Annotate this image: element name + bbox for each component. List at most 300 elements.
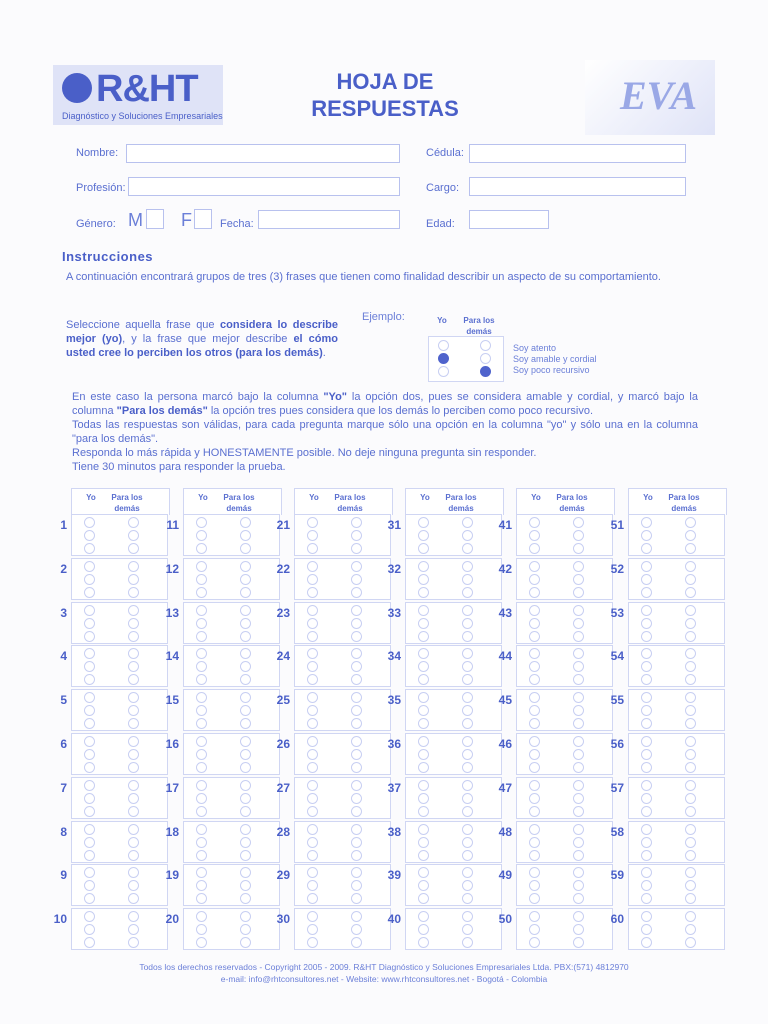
answer-bubble-demas[interactable] xyxy=(128,867,139,878)
answer-bubble-yo[interactable] xyxy=(196,837,207,848)
answer-bubble-yo[interactable] xyxy=(418,574,429,585)
answer-bubble-demas[interactable] xyxy=(351,605,362,616)
answer-bubble-yo[interactable] xyxy=(418,924,429,935)
answer-bubble-demas[interactable] xyxy=(573,880,584,891)
answer-bubble-demas[interactable] xyxy=(685,911,696,922)
answer-bubble-demas[interactable] xyxy=(240,837,251,848)
answer-bubble-demas[interactable] xyxy=(573,618,584,629)
answer-bubble-demas[interactable] xyxy=(351,631,362,642)
answer-bubble-demas[interactable] xyxy=(240,893,251,904)
answer-bubble-demas[interactable] xyxy=(128,837,139,848)
answer-bubble-demas[interactable] xyxy=(573,530,584,541)
answer-bubble-yo[interactable] xyxy=(196,718,207,729)
answer-bubble-demas[interactable] xyxy=(573,705,584,716)
answer-bubble-demas[interactable] xyxy=(573,867,584,878)
answer-bubble-demas[interactable] xyxy=(351,574,362,585)
answer-bubble-demas[interactable] xyxy=(240,806,251,817)
answer-bubble-demas[interactable] xyxy=(685,937,696,948)
answer-bubble-demas[interactable] xyxy=(462,587,473,598)
answer-bubble-yo[interactable] xyxy=(418,911,429,922)
answer-bubble-demas[interactable] xyxy=(128,517,139,528)
answer-bubble-yo[interactable] xyxy=(529,543,540,554)
answer-bubble-yo[interactable] xyxy=(418,561,429,572)
answer-bubble-demas[interactable] xyxy=(573,574,584,585)
answer-bubble-demas[interactable] xyxy=(128,893,139,904)
answer-bubble-demas[interactable] xyxy=(128,543,139,554)
answer-bubble-yo[interactable] xyxy=(307,937,318,948)
answer-bubble-demas[interactable] xyxy=(573,850,584,861)
answer-bubble-yo[interactable] xyxy=(418,780,429,791)
answer-bubble-demas[interactable] xyxy=(351,661,362,672)
answer-bubble-demas[interactable] xyxy=(240,780,251,791)
answer-bubble-demas[interactable] xyxy=(685,618,696,629)
answer-bubble-yo[interactable] xyxy=(196,867,207,878)
answer-bubble-yo[interactable] xyxy=(529,587,540,598)
answer-bubble-demas[interactable] xyxy=(685,749,696,760)
answer-bubble-demas[interactable] xyxy=(685,806,696,817)
cedula-field[interactable] xyxy=(469,144,686,163)
answer-bubble-yo[interactable] xyxy=(196,806,207,817)
answer-bubble-demas[interactable] xyxy=(462,824,473,835)
answer-bubble-yo[interactable] xyxy=(196,587,207,598)
answer-bubble-yo[interactable] xyxy=(418,824,429,835)
answer-bubble-yo[interactable] xyxy=(418,674,429,685)
answer-bubble-demas[interactable] xyxy=(462,806,473,817)
answer-bubble-yo[interactable] xyxy=(196,543,207,554)
answer-bubble-yo[interactable] xyxy=(84,561,95,572)
answer-bubble-demas[interactable] xyxy=(462,893,473,904)
answer-bubble-yo[interactable] xyxy=(529,605,540,616)
answer-bubble-yo[interactable] xyxy=(418,893,429,904)
answer-bubble-yo[interactable] xyxy=(529,749,540,760)
answer-bubble-demas[interactable] xyxy=(462,631,473,642)
answer-bubble-yo[interactable] xyxy=(84,530,95,541)
answer-bubble-demas[interactable] xyxy=(351,780,362,791)
answer-bubble-yo[interactable] xyxy=(307,561,318,572)
answer-bubble-demas[interactable] xyxy=(573,911,584,922)
answer-bubble-demas[interactable] xyxy=(573,674,584,685)
answer-bubble-demas[interactable] xyxy=(240,824,251,835)
answer-bubble-demas[interactable] xyxy=(573,749,584,760)
answer-bubble-demas[interactable] xyxy=(128,793,139,804)
answer-bubble-yo[interactable] xyxy=(641,850,652,861)
answer-bubble-demas[interactable] xyxy=(351,674,362,685)
answer-bubble-yo[interactable] xyxy=(418,530,429,541)
answer-bubble-yo[interactable] xyxy=(529,880,540,891)
answer-bubble-yo[interactable] xyxy=(418,587,429,598)
answer-bubble-demas[interactable] xyxy=(462,605,473,616)
answer-bubble-yo[interactable] xyxy=(196,574,207,585)
answer-bubble-demas[interactable] xyxy=(240,674,251,685)
answer-bubble-demas[interactable] xyxy=(685,762,696,773)
answer-bubble-demas[interactable] xyxy=(128,631,139,642)
answer-bubble-demas[interactable] xyxy=(685,648,696,659)
answer-bubble-demas[interactable] xyxy=(351,893,362,904)
answer-bubble-demas[interactable] xyxy=(685,674,696,685)
genero-f-checkbox[interactable] xyxy=(194,209,212,229)
answer-bubble-yo[interactable] xyxy=(84,587,95,598)
answer-bubble-demas[interactable] xyxy=(462,749,473,760)
answer-bubble-demas[interactable] xyxy=(240,692,251,703)
answer-bubble-demas[interactable] xyxy=(573,561,584,572)
answer-bubble-demas[interactable] xyxy=(240,937,251,948)
answer-bubble-yo[interactable] xyxy=(529,893,540,904)
answer-bubble-demas[interactable] xyxy=(573,762,584,773)
answer-bubble-demas[interactable] xyxy=(351,736,362,747)
answer-bubble-demas[interactable] xyxy=(128,661,139,672)
answer-bubble-yo[interactable] xyxy=(418,793,429,804)
answer-bubble-demas[interactable] xyxy=(128,880,139,891)
answer-bubble-yo[interactable] xyxy=(529,631,540,642)
answer-bubble-yo[interactable] xyxy=(307,924,318,935)
answer-bubble-yo[interactable] xyxy=(196,880,207,891)
answer-bubble-yo[interactable] xyxy=(196,705,207,716)
profesion-field[interactable] xyxy=(128,177,400,196)
answer-bubble-yo[interactable] xyxy=(307,574,318,585)
answer-bubble-demas[interactable] xyxy=(462,793,473,804)
answer-bubble-yo[interactable] xyxy=(529,793,540,804)
answer-bubble-demas[interactable] xyxy=(462,648,473,659)
answer-bubble-demas[interactable] xyxy=(462,692,473,703)
answer-bubble-yo[interactable] xyxy=(84,937,95,948)
answer-bubble-demas[interactable] xyxy=(240,867,251,878)
answer-bubble-demas[interactable] xyxy=(128,530,139,541)
answer-bubble-demas[interactable] xyxy=(128,705,139,716)
answer-bubble-demas[interactable] xyxy=(462,517,473,528)
answer-bubble-demas[interactable] xyxy=(351,806,362,817)
answer-bubble-yo[interactable] xyxy=(641,937,652,948)
answer-bubble-yo[interactable] xyxy=(307,806,318,817)
answer-bubble-yo[interactable] xyxy=(641,692,652,703)
answer-bubble-demas[interactable] xyxy=(685,705,696,716)
answer-bubble-yo[interactable] xyxy=(641,911,652,922)
answer-bubble-yo[interactable] xyxy=(418,705,429,716)
answer-bubble-demas[interactable] xyxy=(685,850,696,861)
answer-bubble-yo[interactable] xyxy=(84,824,95,835)
answer-bubble-demas[interactable] xyxy=(462,911,473,922)
answer-bubble-demas[interactable] xyxy=(573,661,584,672)
answer-bubble-demas[interactable] xyxy=(462,618,473,629)
answer-bubble-demas[interactable] xyxy=(685,867,696,878)
answer-bubble-yo[interactable] xyxy=(418,618,429,629)
answer-bubble-yo[interactable] xyxy=(529,806,540,817)
answer-bubble-yo[interactable] xyxy=(641,736,652,747)
answer-bubble-yo[interactable] xyxy=(641,587,652,598)
answer-bubble-demas[interactable] xyxy=(462,561,473,572)
answer-bubble-demas[interactable] xyxy=(240,718,251,729)
answer-bubble-yo[interactable] xyxy=(529,867,540,878)
answer-bubble-demas[interactable] xyxy=(351,937,362,948)
answer-bubble-yo[interactable] xyxy=(641,893,652,904)
answer-bubble-yo[interactable] xyxy=(84,806,95,817)
answer-bubble-yo[interactable] xyxy=(84,631,95,642)
answer-bubble-demas[interactable] xyxy=(128,911,139,922)
answer-bubble-yo[interactable] xyxy=(418,880,429,891)
answer-bubble-demas[interactable] xyxy=(573,837,584,848)
answer-bubble-demas[interactable] xyxy=(573,631,584,642)
answer-bubble-demas[interactable] xyxy=(462,850,473,861)
answer-bubble-yo[interactable] xyxy=(196,793,207,804)
answer-bubble-demas[interactable] xyxy=(240,587,251,598)
answer-bubble-yo[interactable] xyxy=(196,674,207,685)
answer-bubble-demas[interactable] xyxy=(573,736,584,747)
answer-bubble-demas[interactable] xyxy=(573,587,584,598)
answer-bubble-yo[interactable] xyxy=(196,661,207,672)
answer-bubble-yo[interactable] xyxy=(84,692,95,703)
answer-bubble-yo[interactable] xyxy=(418,850,429,861)
answer-bubble-yo[interactable] xyxy=(307,824,318,835)
answer-bubble-demas[interactable] xyxy=(351,517,362,528)
answer-bubble-demas[interactable] xyxy=(128,648,139,659)
answer-bubble-demas[interactable] xyxy=(351,718,362,729)
answer-bubble-yo[interactable] xyxy=(641,631,652,642)
answer-bubble-demas[interactable] xyxy=(128,924,139,935)
answer-bubble-yo[interactable] xyxy=(641,780,652,791)
answer-bubble-yo[interactable] xyxy=(529,780,540,791)
answer-bubble-demas[interactable] xyxy=(128,736,139,747)
answer-bubble-yo[interactable] xyxy=(307,648,318,659)
answer-bubble-yo[interactable] xyxy=(641,705,652,716)
answer-bubble-demas[interactable] xyxy=(128,574,139,585)
answer-bubble-yo[interactable] xyxy=(529,937,540,948)
answer-bubble-yo[interactable] xyxy=(641,867,652,878)
answer-bubble-demas[interactable] xyxy=(462,661,473,672)
answer-bubble-demas[interactable] xyxy=(128,850,139,861)
answer-bubble-demas[interactable] xyxy=(685,793,696,804)
answer-bubble-yo[interactable] xyxy=(529,517,540,528)
answer-bubble-yo[interactable] xyxy=(641,880,652,891)
answer-bubble-demas[interactable] xyxy=(240,850,251,861)
answer-bubble-yo[interactable] xyxy=(418,749,429,760)
answer-bubble-yo[interactable] xyxy=(307,793,318,804)
answer-bubble-yo[interactable] xyxy=(307,674,318,685)
answer-bubble-yo[interactable] xyxy=(84,924,95,935)
answer-bubble-demas[interactable] xyxy=(573,692,584,703)
answer-bubble-demas[interactable] xyxy=(128,587,139,598)
answer-bubble-demas[interactable] xyxy=(240,911,251,922)
answer-bubble-demas[interactable] xyxy=(685,561,696,572)
answer-bubble-yo[interactable] xyxy=(529,574,540,585)
answer-bubble-demas[interactable] xyxy=(685,543,696,554)
answer-bubble-yo[interactable] xyxy=(307,880,318,891)
answer-bubble-demas[interactable] xyxy=(240,762,251,773)
answer-bubble-yo[interactable] xyxy=(196,924,207,935)
answer-bubble-demas[interactable] xyxy=(462,543,473,554)
answer-bubble-demas[interactable] xyxy=(573,793,584,804)
answer-bubble-demas[interactable] xyxy=(685,736,696,747)
answer-bubble-yo[interactable] xyxy=(196,530,207,541)
answer-bubble-demas[interactable] xyxy=(351,850,362,861)
answer-bubble-demas[interactable] xyxy=(573,718,584,729)
answer-bubble-yo[interactable] xyxy=(418,762,429,773)
answer-bubble-demas[interactable] xyxy=(685,605,696,616)
answer-bubble-demas[interactable] xyxy=(351,692,362,703)
answer-bubble-demas[interactable] xyxy=(240,661,251,672)
answer-bubble-demas[interactable] xyxy=(351,561,362,572)
answer-bubble-demas[interactable] xyxy=(351,837,362,848)
answer-bubble-demas[interactable] xyxy=(462,937,473,948)
answer-bubble-yo[interactable] xyxy=(84,618,95,629)
answer-bubble-yo[interactable] xyxy=(529,618,540,629)
answer-bubble-yo[interactable] xyxy=(307,618,318,629)
answer-bubble-yo[interactable] xyxy=(529,850,540,861)
answer-bubble-demas[interactable] xyxy=(462,574,473,585)
answer-bubble-demas[interactable] xyxy=(573,780,584,791)
answer-bubble-yo[interactable] xyxy=(196,618,207,629)
answer-bubble-yo[interactable] xyxy=(307,661,318,672)
answer-bubble-yo[interactable] xyxy=(196,850,207,861)
answer-bubble-demas[interactable] xyxy=(462,674,473,685)
answer-bubble-yo[interactable] xyxy=(196,561,207,572)
answer-bubble-demas[interactable] xyxy=(128,824,139,835)
answer-bubble-demas[interactable] xyxy=(351,824,362,835)
answer-bubble-demas[interactable] xyxy=(240,530,251,541)
cargo-field[interactable] xyxy=(469,177,686,196)
answer-bubble-yo[interactable] xyxy=(418,517,429,528)
answer-bubble-yo[interactable] xyxy=(418,806,429,817)
answer-bubble-demas[interactable] xyxy=(351,543,362,554)
answer-bubble-yo[interactable] xyxy=(84,893,95,904)
answer-bubble-demas[interactable] xyxy=(573,924,584,935)
answer-bubble-demas[interactable] xyxy=(128,561,139,572)
answer-bubble-yo[interactable] xyxy=(641,806,652,817)
answer-bubble-demas[interactable] xyxy=(128,937,139,948)
answer-bubble-demas[interactable] xyxy=(685,924,696,935)
answer-bubble-demas[interactable] xyxy=(462,780,473,791)
answer-bubble-demas[interactable] xyxy=(573,806,584,817)
answer-bubble-demas[interactable] xyxy=(351,867,362,878)
answer-bubble-yo[interactable] xyxy=(641,674,652,685)
answer-bubble-demas[interactable] xyxy=(128,806,139,817)
answer-bubble-demas[interactable] xyxy=(462,705,473,716)
answer-bubble-demas[interactable] xyxy=(685,661,696,672)
answer-bubble-demas[interactable] xyxy=(573,824,584,835)
answer-bubble-demas[interactable] xyxy=(240,618,251,629)
answer-bubble-yo[interactable] xyxy=(418,692,429,703)
answer-bubble-yo[interactable] xyxy=(641,824,652,835)
answer-bubble-demas[interactable] xyxy=(240,749,251,760)
answer-bubble-demas[interactable] xyxy=(462,762,473,773)
nombre-field[interactable] xyxy=(126,144,400,163)
answer-bubble-yo[interactable] xyxy=(84,605,95,616)
answer-bubble-yo[interactable] xyxy=(529,705,540,716)
answer-bubble-yo[interactable] xyxy=(418,718,429,729)
answer-bubble-yo[interactable] xyxy=(641,574,652,585)
answer-bubble-yo[interactable] xyxy=(307,718,318,729)
answer-bubble-yo[interactable] xyxy=(641,837,652,848)
answer-bubble-yo[interactable] xyxy=(84,911,95,922)
edad-field[interactable] xyxy=(469,210,549,229)
answer-bubble-demas[interactable] xyxy=(240,924,251,935)
answer-bubble-demas[interactable] xyxy=(128,674,139,685)
answer-bubble-demas[interactable] xyxy=(462,837,473,848)
answer-bubble-yo[interactable] xyxy=(529,718,540,729)
answer-bubble-yo[interactable] xyxy=(196,762,207,773)
answer-bubble-yo[interactable] xyxy=(641,517,652,528)
answer-bubble-yo[interactable] xyxy=(307,543,318,554)
answer-bubble-yo[interactable] xyxy=(307,605,318,616)
answer-bubble-yo[interactable] xyxy=(641,605,652,616)
answer-bubble-demas[interactable] xyxy=(128,605,139,616)
answer-bubble-yo[interactable] xyxy=(529,648,540,659)
answer-bubble-demas[interactable] xyxy=(240,517,251,528)
answer-bubble-yo[interactable] xyxy=(641,530,652,541)
answer-bubble-demas[interactable] xyxy=(685,824,696,835)
answer-bubble-yo[interactable] xyxy=(196,605,207,616)
answer-bubble-yo[interactable] xyxy=(196,780,207,791)
answer-bubble-yo[interactable] xyxy=(529,762,540,773)
answer-bubble-yo[interactable] xyxy=(84,718,95,729)
answer-bubble-yo[interactable] xyxy=(307,736,318,747)
answer-bubble-demas[interactable] xyxy=(685,692,696,703)
answer-bubble-yo[interactable] xyxy=(418,543,429,554)
answer-bubble-yo[interactable] xyxy=(529,530,540,541)
answer-bubble-yo[interactable] xyxy=(641,749,652,760)
answer-bubble-yo[interactable] xyxy=(307,911,318,922)
answer-bubble-demas[interactable] xyxy=(685,574,696,585)
answer-bubble-yo[interactable] xyxy=(196,749,207,760)
answer-bubble-yo[interactable] xyxy=(641,718,652,729)
answer-bubble-demas[interactable] xyxy=(128,749,139,760)
answer-bubble-demas[interactable] xyxy=(685,517,696,528)
answer-bubble-yo[interactable] xyxy=(307,780,318,791)
answer-bubble-demas[interactable] xyxy=(351,749,362,760)
answer-bubble-demas[interactable] xyxy=(351,705,362,716)
answer-bubble-yo[interactable] xyxy=(307,837,318,848)
answer-bubble-yo[interactable] xyxy=(418,736,429,747)
answer-bubble-demas[interactable] xyxy=(240,705,251,716)
answer-bubble-yo[interactable] xyxy=(84,543,95,554)
answer-bubble-yo[interactable] xyxy=(529,661,540,672)
answer-bubble-demas[interactable] xyxy=(128,762,139,773)
answer-bubble-yo[interactable] xyxy=(641,924,652,935)
answer-bubble-yo[interactable] xyxy=(418,867,429,878)
answer-bubble-yo[interactable] xyxy=(196,736,207,747)
answer-bubble-demas[interactable] xyxy=(351,530,362,541)
answer-bubble-yo[interactable] xyxy=(307,517,318,528)
answer-bubble-yo[interactable] xyxy=(307,749,318,760)
answer-bubble-yo[interactable] xyxy=(84,736,95,747)
answer-bubble-demas[interactable] xyxy=(128,718,139,729)
answer-bubble-demas[interactable] xyxy=(685,631,696,642)
answer-bubble-demas[interactable] xyxy=(351,587,362,598)
answer-bubble-demas[interactable] xyxy=(351,793,362,804)
answer-bubble-demas[interactable] xyxy=(573,517,584,528)
answer-bubble-yo[interactable] xyxy=(529,736,540,747)
answer-bubble-demas[interactable] xyxy=(573,605,584,616)
answer-bubble-yo[interactable] xyxy=(418,837,429,848)
answer-bubble-yo[interactable] xyxy=(84,517,95,528)
answer-bubble-yo[interactable] xyxy=(641,618,652,629)
answer-bubble-demas[interactable] xyxy=(462,718,473,729)
answer-bubble-yo[interactable] xyxy=(529,692,540,703)
answer-bubble-yo[interactable] xyxy=(307,587,318,598)
answer-bubble-yo[interactable] xyxy=(84,837,95,848)
answer-bubble-yo[interactable] xyxy=(418,648,429,659)
answer-bubble-demas[interactable] xyxy=(685,718,696,729)
answer-bubble-demas[interactable] xyxy=(351,618,362,629)
answer-bubble-yo[interactable] xyxy=(641,793,652,804)
answer-bubble-demas[interactable] xyxy=(351,880,362,891)
answer-bubble-demas[interactable] xyxy=(462,530,473,541)
answer-bubble-yo[interactable] xyxy=(418,937,429,948)
answer-bubble-yo[interactable] xyxy=(196,517,207,528)
answer-bubble-yo[interactable] xyxy=(84,762,95,773)
answer-bubble-yo[interactable] xyxy=(418,631,429,642)
answer-bubble-yo[interactable] xyxy=(196,893,207,904)
answer-bubble-demas[interactable] xyxy=(128,780,139,791)
answer-bubble-yo[interactable] xyxy=(529,674,540,685)
